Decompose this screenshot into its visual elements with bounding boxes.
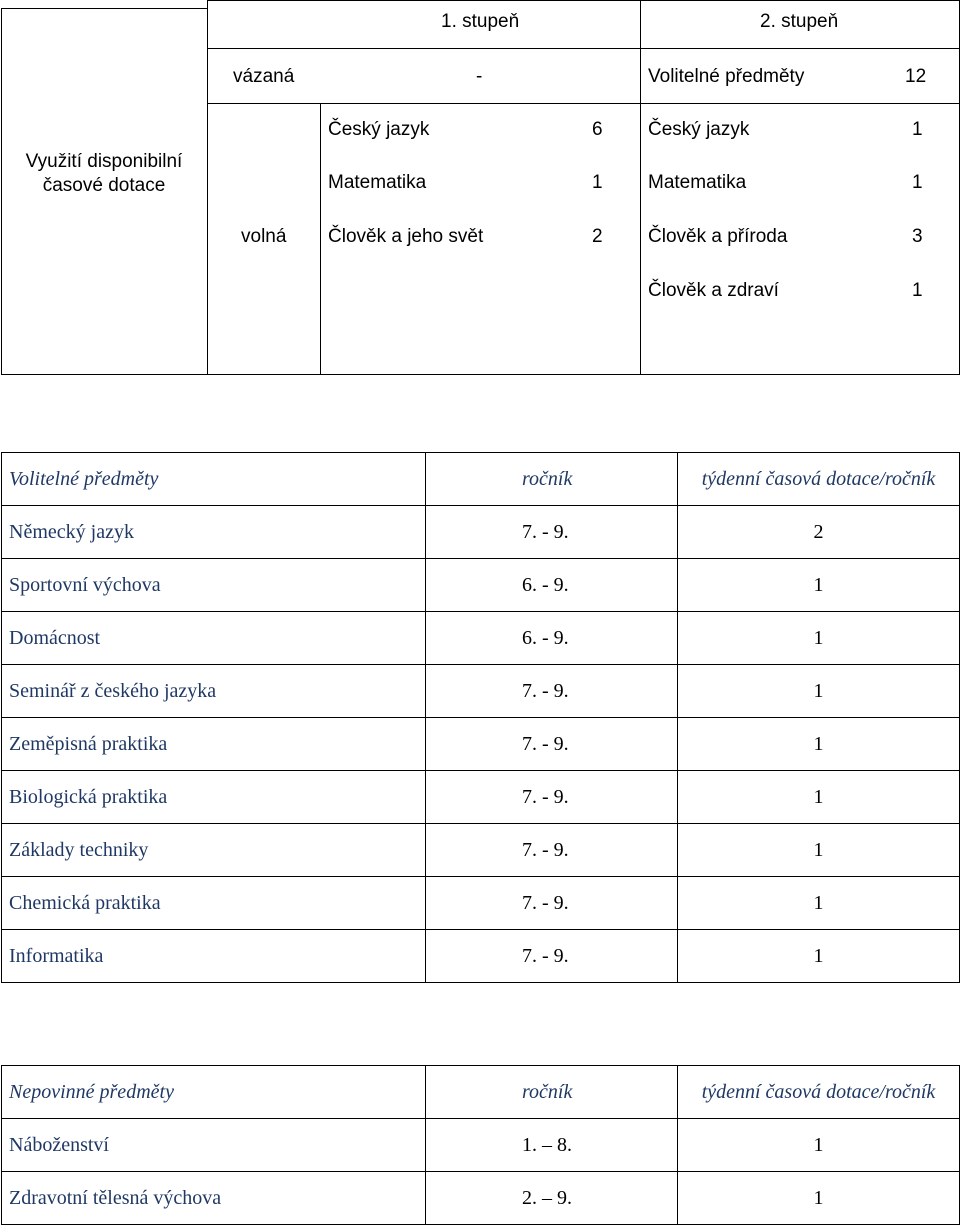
header-weekly-hours: týdenní časová dotace/ročník [678,453,960,506]
grade-cell: 7. - 9. [426,506,678,559]
table-header-row [2,1066,960,1119]
subject-cell: Biologická praktika [2,771,426,824]
subject-cell: Informatika [2,930,426,983]
header-first-level: 1. stupeň [441,11,520,32]
header-subject: Nepovinné předměty [2,1066,426,1119]
grade-cell: 7. - 9. [426,718,678,771]
bound-first-value: - [476,66,483,87]
free-second-hours: 1 [912,280,923,301]
bound-second-subject: Volitelné předměty [648,66,805,87]
table-row [2,824,960,877]
free-label: volná [241,226,287,247]
subject-cell: Zdravotní tělesná výchova [2,1172,426,1225]
table-row [2,1119,960,1172]
hours-cell: 1 [678,824,960,877]
header-grade: ročník [426,453,678,506]
bound-second-value: 12 [905,66,927,87]
free-second-subject: Člověk a příroda [648,226,788,247]
grade-cell: 7. - 9. [426,665,678,718]
hours-cell: 1 [678,665,960,718]
subject-cell: Seminář z českého jazyka [2,665,426,718]
grade-cell: 7. - 9. [426,877,678,930]
grade-cell: 6. - 9. [426,612,678,665]
row-title-text: Využití disponibilní časové dotace [25,151,183,196]
table-header-row [2,453,960,506]
grade-cell: 7. - 9. [426,930,678,983]
header-subject: Volitelné předměty [2,453,426,506]
non-mandatory-subjects-table [1,1065,960,1225]
table-row [2,612,960,665]
free-second-hours: 1 [912,119,923,140]
subject-cell: Chemická praktika [2,877,426,930]
row-title [1,150,207,198]
bound-label: vázaná [233,66,295,87]
grade-cell: 7. - 9. [426,824,678,877]
table-row [2,506,960,559]
free-second-subject: Český jazyk [648,119,750,140]
free-second-hours: 3 [912,226,923,247]
subject-cell: Německý jazyk [2,506,426,559]
table-row [2,559,960,612]
hours-cell: 1 [678,877,960,930]
table-row [2,877,960,930]
hours-cell: 1 [678,559,960,612]
subject-cell: Domácnost [2,612,426,665]
free-first-subject: Český jazyk [328,119,430,140]
free-first-subject: Člověk a jeho svět [328,226,484,247]
optional-subjects-table [1,452,960,983]
free-second-hours: 1 [912,172,923,193]
free-first-hours: 1 [592,172,603,193]
hours-cell: 1 [678,612,960,665]
grade-cell: 7. - 9. [426,771,678,824]
hours-cell: 1 [678,1119,960,1172]
table-row [2,1172,960,1225]
table-row [2,665,960,718]
grade-cell: 1. – 8. [426,1119,678,1172]
hours-cell: 1 [678,718,960,771]
hours-cell: 1 [678,930,960,983]
table-row [2,930,960,983]
subject-cell: Náboženství [2,1119,426,1172]
hours-cell: 2 [678,506,960,559]
table-row [2,771,960,824]
free-second-subject: Člověk a zdraví [648,280,779,301]
header-grade: ročník [426,1066,678,1119]
free-first-hours: 2 [592,226,603,247]
free-second-subject: Matematika [648,172,747,193]
table-row [2,718,960,771]
grade-cell: 6. - 9. [426,559,678,612]
grade-cell: 2. – 9. [426,1172,678,1225]
header-second-level: 2. stupeň [760,11,839,32]
hours-cell: 1 [678,1172,960,1225]
subject-cell: Základy techniky [2,824,426,877]
header-weekly-hours: týdenní časová dotace/ročník [678,1066,960,1119]
subject-cell: Sportovní výchova [2,559,426,612]
free-first-hours: 6 [592,119,603,140]
subject-cell: Zeměpisná praktika [2,718,426,771]
hours-cell: 1 [678,771,960,824]
free-first-subject: Matematika [328,172,427,193]
